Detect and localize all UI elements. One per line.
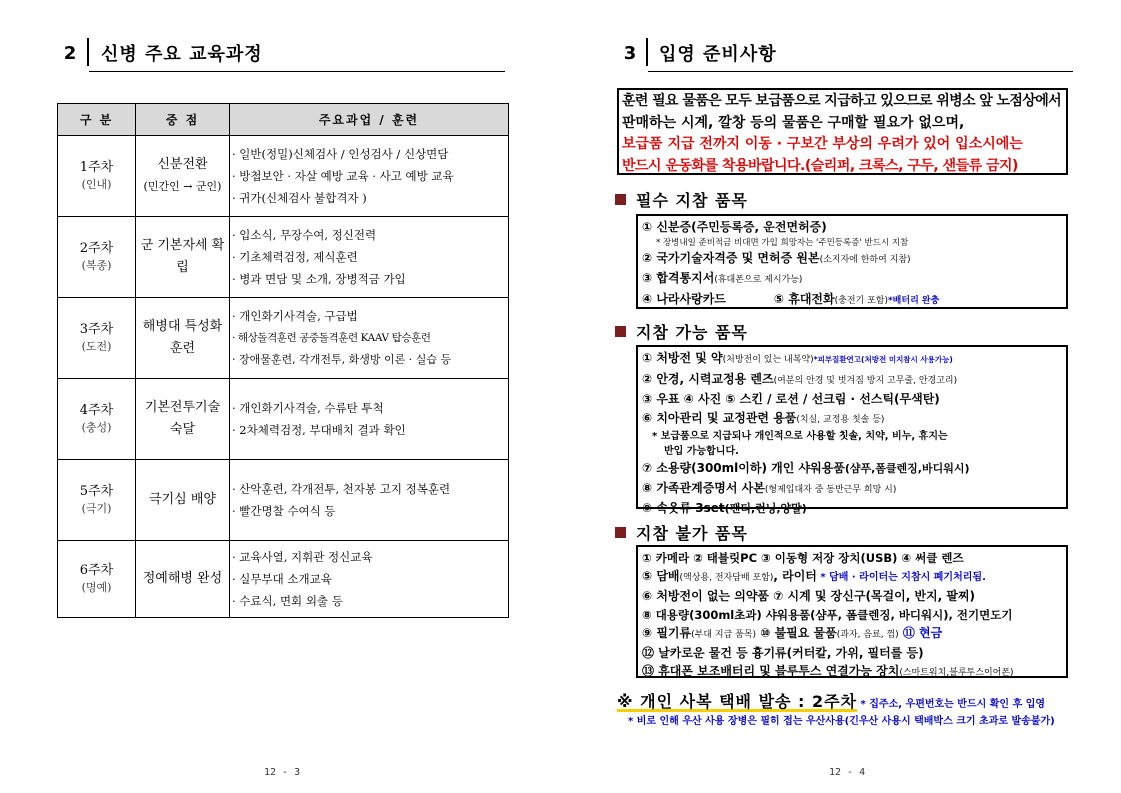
focus-cell bbox=[136, 379, 230, 460]
subject-item: · 일반(정밀)신체검사 / 인성검사 / 신상면담 bbox=[232, 147, 449, 161]
week-label: 3주차 bbox=[79, 322, 114, 337]
focus-cell bbox=[136, 136, 230, 217]
optional-items-box bbox=[636, 345, 1068, 515]
heading-text: 필수 지참 품목 bbox=[636, 191, 748, 210]
subject-item: · 교육사열, 지휘관 정신교육 bbox=[232, 550, 373, 564]
subjects-cell bbox=[230, 460, 509, 541]
subject-item: · 2차체력검정, 부대배치 결과 확인 bbox=[232, 423, 406, 437]
subject-item: · 장애물훈련, 각개전투, 화생방 이론 · 실습 등 bbox=[232, 353, 452, 366]
focus-text: 훈련 bbox=[169, 341, 196, 356]
week-label: 4주차 bbox=[79, 403, 114, 418]
subject-item: · 해상돌격훈련 공중돌격훈련 KAAV 탑승훈련 bbox=[232, 332, 431, 344]
list-item: ⑤ 담배(액상용, 전자담배 포함), 라이터 * 담배 · 라이터는 지참시 폐기처리됨. bbox=[642, 569, 986, 584]
umbrella-note: * 비로 인해 우산 사용 장병은 필히 접는 우산사용(긴우산 사용시 택배박스 크기 초과로 발송불가) bbox=[628, 716, 1055, 727]
subjects-cell bbox=[230, 136, 509, 217]
list-item: ⑨ 필기류(부대 지급 품목) ⑩ 불필요 물품(과자, 음료, 껌) ⑪ 현금 bbox=[642, 625, 943, 640]
week-cell bbox=[58, 136, 136, 217]
subjects-cell bbox=[230, 298, 509, 379]
week-label: 6주차 bbox=[79, 563, 114, 578]
table-row bbox=[58, 460, 509, 541]
list-item: ⑬ 휴대폰 보조배터리 및 블루투스 연결가능 장치(스마트워치,블루투스이어폰) bbox=[642, 664, 1014, 679]
square-bullet-icon bbox=[615, 527, 626, 538]
focus-text: 극기심 배양 bbox=[149, 492, 216, 507]
week-label: 1주차 bbox=[79, 160, 114, 175]
item-note: 반입 가능합니다. bbox=[664, 446, 739, 457]
subject-item: · 산악훈련, 각개전투, 천자봉 고지 정복훈련 bbox=[232, 482, 451, 496]
page-number: 12 - 3 bbox=[264, 767, 301, 778]
table-row bbox=[58, 379, 509, 460]
focus-text: (민간인 → 군인) bbox=[143, 180, 222, 193]
subject-item: · 수료식, 면회 외출 등 bbox=[232, 594, 343, 608]
week-cell bbox=[58, 379, 136, 460]
week-cell bbox=[58, 217, 136, 298]
subjects-cell bbox=[230, 541, 509, 618]
subject-item: · 귀가(신체검사 불합격자 ) bbox=[232, 191, 367, 205]
week-theme: (인내) bbox=[81, 178, 112, 191]
list-item: ① 처방전 및 약(처방전이 있는 내복약)*피부질환연고(처방전 미지참시 사용가능) bbox=[642, 351, 953, 365]
header-subjects: 주요과업 / 훈련 bbox=[230, 104, 509, 136]
required-items-heading bbox=[615, 188, 748, 211]
table-row bbox=[58, 136, 509, 217]
focus-cell bbox=[136, 460, 230, 541]
subject-item: · 실무부대 소개교육 bbox=[232, 572, 332, 586]
subject-item: · 기초체력검정, 제식훈련 bbox=[232, 250, 358, 264]
table-row bbox=[58, 298, 509, 379]
week-label: 5주차 bbox=[79, 484, 114, 499]
focus-cell bbox=[136, 541, 230, 618]
list-item: ① 신분증(주민등록증, 운전면허증) bbox=[642, 220, 827, 234]
focus-text: 군 기본자세 확립 bbox=[140, 238, 225, 275]
notice-warning: 반드시 운동화를 착용바랍니다.(슬리퍼, 크록스, 구두, 샌들류 금지) bbox=[622, 157, 1018, 174]
focus-text: 정예해병 완성 bbox=[142, 571, 223, 586]
focus-cell bbox=[136, 217, 230, 298]
heading-text: 지참 가능 품목 bbox=[636, 323, 748, 342]
list-item: ② 안경, 시력교정용 렌즈(여분의 안경 및 벗겨짐 방지 고무줄, 안경고리) bbox=[642, 371, 958, 386]
table-row bbox=[58, 217, 509, 298]
subject-item: · 방첩보안 · 자살 예방 교육 · 사고 예방 교육 bbox=[232, 169, 454, 183]
section-number: 3 bbox=[623, 42, 637, 64]
list-item: ⑦ 소용량(300ml이하) 개인 샤워용품(샴푸,폼클렌징,바디워시) bbox=[642, 461, 970, 475]
list-item: ⑧ 대용량(300ml초과) 샤워용품(샴푸, 폼클렌징, 바디워시), 전기면도기 bbox=[642, 607, 1013, 622]
week-theme: (극기) bbox=[81, 502, 112, 515]
heading-text: 지참 불가 품목 bbox=[636, 524, 748, 543]
subject-item: · 빨간명찰 수여식 등 bbox=[232, 504, 336, 518]
subject-item: · 개인화기사격술, 구급법 bbox=[232, 309, 358, 323]
focus-text: 기본전투기술 bbox=[144, 400, 221, 415]
optional-items-heading bbox=[615, 320, 748, 343]
section-title: 입영 준비사항 bbox=[659, 44, 777, 65]
notice-box bbox=[617, 88, 1068, 175]
focus-text: 신분전환 bbox=[157, 157, 208, 172]
square-bullet-icon bbox=[615, 194, 626, 205]
list-item: ⑫ 날카로운 물건 등 흉기류(커터칼, 가위, 필터를 등) bbox=[642, 646, 924, 661]
training-schedule-table bbox=[57, 103, 509, 618]
prohibited-items-heading bbox=[615, 521, 748, 544]
notice-line: 훈련 필요 물품은 모두 보급품으로 지급하고 있으므로 위병소 앞 노점상에서 bbox=[622, 93, 1062, 109]
list-item: ⑥ 처방전이 없는 의약품 ⑦ 시계 및 장신구(목걸이, 반지, 팔찌) bbox=[642, 589, 976, 604]
section-title: 신병 주요 교육과정 bbox=[101, 44, 263, 65]
notice-warning: 보급품 지급 전까지 이동 · 구보간 부상의 우려가 있어 입소시에는 bbox=[622, 136, 1023, 152]
list-item: ⑨ 속옷류 3set(팬티,런닝,양말) bbox=[642, 501, 807, 515]
table-row bbox=[58, 541, 509, 618]
section-divider bbox=[646, 38, 648, 66]
subject-item: · 입소식, 무장수여, 정신전력 bbox=[232, 228, 377, 242]
week-theme: (복종) bbox=[81, 259, 112, 272]
week-theme: (도전) bbox=[81, 340, 112, 353]
section-underline bbox=[89, 71, 505, 72]
subject-item: · 병과 면담 및 소개, 장병적금 가입 bbox=[232, 272, 406, 286]
week-cell bbox=[58, 298, 136, 379]
notice-line: 판매하는 시계, 깔창 등의 물품은 구매할 필요가 없으며, bbox=[622, 114, 965, 131]
page-number: 12 - 4 bbox=[829, 767, 866, 778]
focus-text: 숙달 bbox=[169, 422, 196, 437]
prohibited-items-box bbox=[636, 545, 1068, 678]
section-underline bbox=[648, 71, 1073, 72]
courier-note: * 집주소, 우편번호는 반드시 확인 후 입영 bbox=[857, 699, 1046, 710]
list-item: ⑥ 치아관리 및 교정관련 용품(치실, 교정용 칫솔 등) bbox=[642, 410, 885, 425]
header-category: 구 분 bbox=[58, 104, 136, 136]
focus-cell bbox=[136, 298, 230, 379]
item-note: * 장병내일 준비적금 비대면 가입 희망자는 '주민등록증' 반드시 지참 bbox=[656, 237, 909, 248]
courier-notice bbox=[617, 689, 1045, 712]
list-item: ③ 합격통지서(휴대폰으로 제시가능) bbox=[642, 271, 803, 285]
subject-item: · 개인화기사격술, 수류탄 투척 bbox=[232, 401, 384, 415]
courier-title: ※ 개인 사복 택배 발송 : 2주차 bbox=[617, 692, 858, 711]
week-label: 2주차 bbox=[79, 241, 114, 256]
square-bullet-icon bbox=[615, 326, 626, 337]
focus-text: 해병대 특성화 bbox=[142, 319, 223, 334]
header-focus: 중 점 bbox=[136, 104, 230, 136]
week-cell bbox=[58, 541, 136, 618]
week-cell bbox=[58, 460, 136, 541]
list-item: ④ 나라사랑카드 ⑤ 휴대전화(충전기 포함)*배터리 완충 bbox=[642, 291, 940, 306]
section-number: 2 bbox=[63, 42, 77, 64]
list-item: ① 카메라 ② 태블릿PC ③ 이동형 저장 장치(USB) ④ 써클 렌즈 bbox=[642, 551, 964, 565]
list-item: ② 국가기술자격증 및 면허증 원본(소지자에 한하여 지참) bbox=[642, 250, 911, 265]
item-note: * 보급품으로 지급되나 개인적으로 사용할 칫솔, 치약, 비누, 휴지는 bbox=[652, 431, 948, 442]
required-items-box bbox=[636, 214, 1068, 309]
list-item: ③ 우표 ④ 사진 ⑤ 스킨 / 로션 / 선크림 · 선스틱(무색탄) bbox=[642, 392, 940, 406]
list-item: ⑧ 가족관계증명서 사본(형제입대자 중 동반근무 희망 시) bbox=[642, 480, 897, 495]
subjects-cell bbox=[230, 217, 509, 298]
week-theme: (충성) bbox=[81, 421, 112, 434]
week-theme: (명예) bbox=[81, 581, 112, 594]
section-divider bbox=[87, 38, 89, 66]
subjects-cell bbox=[230, 379, 509, 460]
